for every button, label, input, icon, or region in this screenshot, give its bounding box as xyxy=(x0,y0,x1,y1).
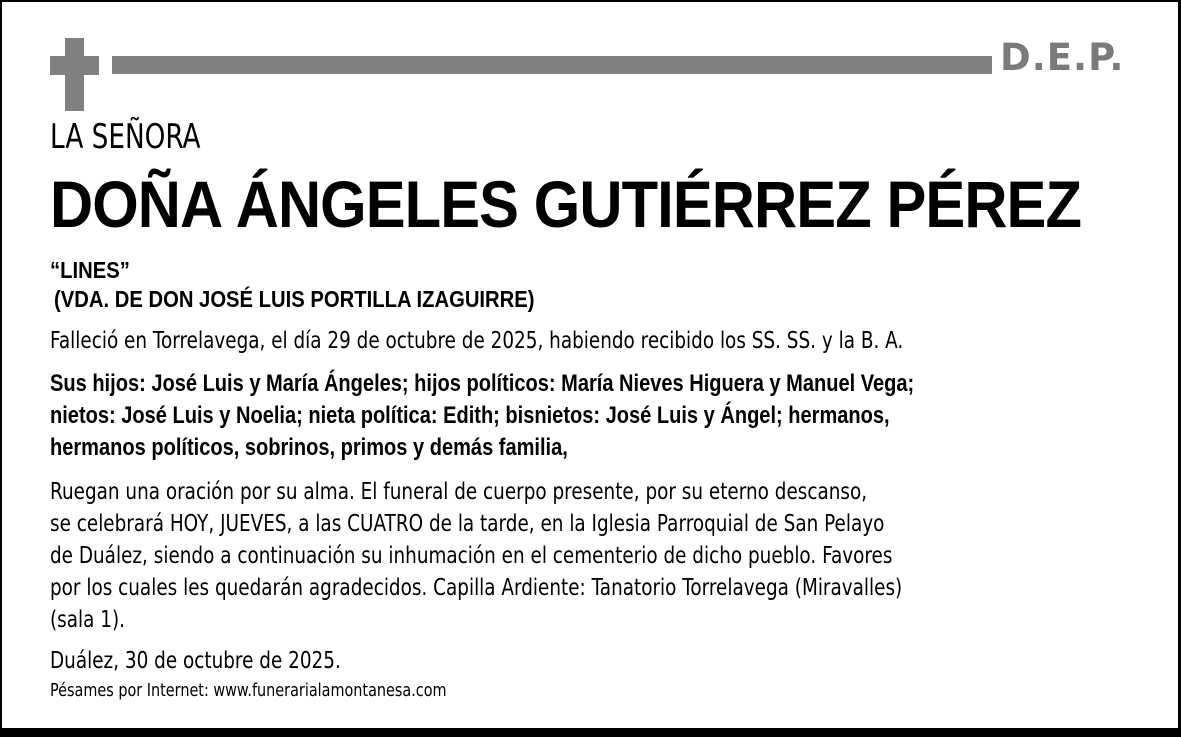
place-date: Duález, 30 de octubre de 2025. xyxy=(50,648,341,674)
deceased-name: DOÑA ÁNGELES GUTIÉRREZ PÉREZ xyxy=(50,167,1082,241)
funeral-line: se celebrará HOY, JUEVES, a las CUATRO de la tarde, en la Iglesia Parroquial de San Pelayo xyxy=(50,511,885,537)
family-line: hermanos políticos, sobrinos, primos y demás familia, xyxy=(50,434,568,461)
condolences-link[interactable]: Pésames por Internet: www.funerarialamontanesa.com xyxy=(50,680,447,701)
funeral-line: de Duález, siendo a continuación su inhumación en el cementerio de dicho pueblo. Favores xyxy=(50,543,893,569)
funeral-line: (sala 1). xyxy=(50,607,126,633)
header-rule xyxy=(112,56,992,74)
funeral-line: Ruegan una oración por su alma. El funeral de cuerpo presente, por su eterno descanso, xyxy=(50,479,868,505)
honorific: LA SEÑORA xyxy=(50,117,201,157)
dep-label: D.E.P. xyxy=(1000,36,1125,79)
cross-icon-arm xyxy=(50,56,99,75)
nickname: “LINES” xyxy=(50,257,130,283)
family-line: Sus hijos: José Luis y María Ángeles; hijos políticos: María Nieves Higuera y Manuel Vega; xyxy=(50,370,915,397)
death-notice: Falleció en Torrelavega, el día 29 de octubre de 2025, habiendo recibido los SS. SS. y la B. A. xyxy=(50,328,904,354)
family-line: nietos: José Luis y Noelia; nieta política: Edith; bisnietos: José Luis y Ángel; hermanos, xyxy=(50,402,890,429)
widow-of: (VDA. DE DON JOSÉ LUIS PORTILLA IZAGUIRRE) xyxy=(54,286,535,312)
funeral-line: por los cuales les quedarán agradecidos. Capilla Ardiente: Tanatorio Torrelavega (Miravalles) xyxy=(50,575,903,601)
